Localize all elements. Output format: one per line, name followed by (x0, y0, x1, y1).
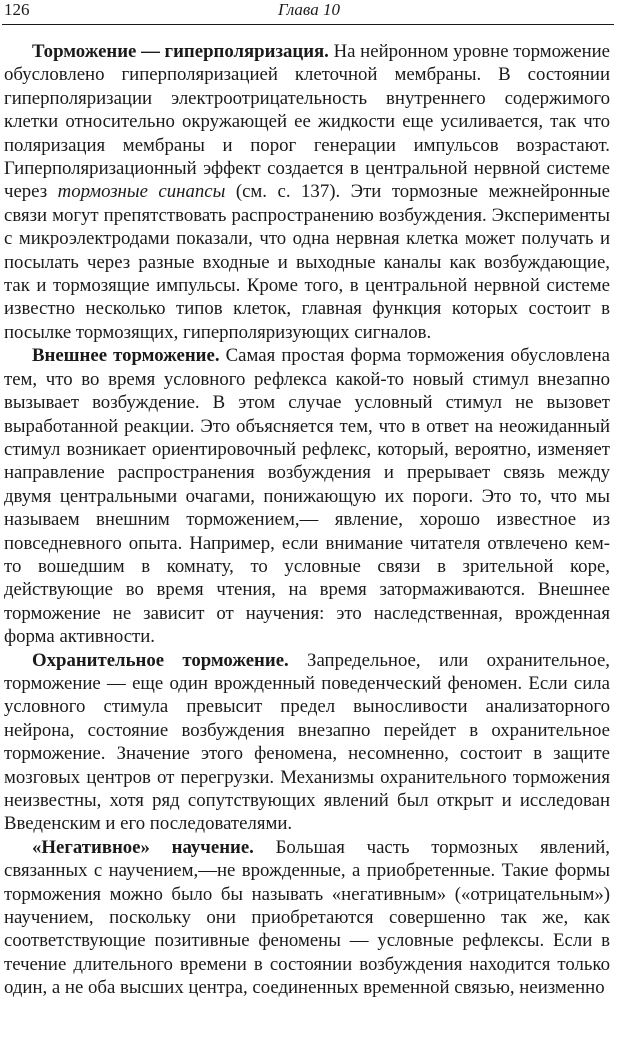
body-text (4, 40, 610, 1000)
paragraph-text: Самая простая форма торможения обусловлена тем, что во время условного рефлекса какой-то новый стимул внезапно вызывает возбуждение. В этом случае условный стимул не вызовет выработанной реакции. Это объясняется тем, что в ответ на неожиданный стимул возникает ориентировочный рефлекс, который, вероятно, изменяет направление распространения возбуждения и прерывает связь между двумя центральными очагами, понижающую их пороги. Это то, что мы называем внешним торможением,— явление, хорошо известное из повседневного опыта. Например, если внимание читателя отвлечено кем-то вошедшим в комнату, то условные связи в зрительной коре, действующие во время чтения, на время затормаживаются. Внешнее торможение не зависит от научения: это наследственная, врожденная форма активности. (4, 345, 610, 648)
chapter-title: Глава 10 (278, 0, 340, 19)
section-title-negative-learning: «Негативное» научение. (32, 836, 254, 858)
paragraph-text: Большая часть тормозных явлений, связанных с научением,—не врожденные, а приобретенные. Такие формы торможения можно было бы называть «негативным» («отрицательным») научением, поскольку они приобретаются совершенно так же, как соответствующие позитивные феномены — условные рефлексы. Если в течение длительного времени в состоянии возбуждения находится только один, а не оба высших центра, соединенных временной связью, неизменно (4, 836, 610, 999)
paragraph-text: На нейронном уровне торможение обусловлено гиперполяризацией клеточной мембраны. В состоянии гиперполяризации электроотрицательность внутреннего содержимого клетки относительно окружающей ее жидкости еще усиливается, так что поляризация мембраны и порог генерации импульсов возрастают. Гиперполяризационный эффект создается в центральной нервной системе через (4, 41, 611, 203)
section-title-external-inhibition: Внешнее торможение. (32, 345, 220, 367)
paragraph-text: (см. с. 137). Эти тормозные межнейронные связи могут препятствовать распространению возбуждения. Эксперименты с микроэлектродами показали, что одна нервная клетка может получать и посылать через разные входные и выходные каналы как возбуждающие, так и тормозящие импульсы. Кроме того, в центральной нервной системе известно несколько типов клеток, главная функция которых состоит в посылке тормозящих, гиперполяризующих сигналов. (4, 181, 610, 343)
header-rule (2, 24, 614, 25)
paragraph-text: Запредельное, или охранительное, торможение — еще один врожденный поведенческий феномен. Если сила условного стимула превысит предел выносливости анализаторного нейрона, состояние возбуждения внезапно перейдет в охранительное торможение. Значение этого феномена, несомненно, состоит в защите мозговых центров от перегрузки. Механизмы охранительного торможения неизвестны, хотя ряд сопутствующих явлений был открыт и исследован Введенским и его последователями. (4, 649, 610, 835)
running-head (2, 0, 616, 22)
paragraph-hyperpolarization (4, 40, 610, 344)
section-title-protective-inhibition: Охранительное торможение. (32, 649, 289, 671)
paragraph-protective-inhibition (4, 649, 610, 836)
page-number: 126 (4, 0, 30, 19)
section-title-hyperpolarization: Торможение — гиперполяризация. (32, 41, 329, 62)
term-inhibitory-synapses: тормозные синапсы (57, 181, 226, 203)
paragraph-external-inhibition (4, 344, 610, 648)
paragraph-negative-learning (4, 836, 610, 1000)
